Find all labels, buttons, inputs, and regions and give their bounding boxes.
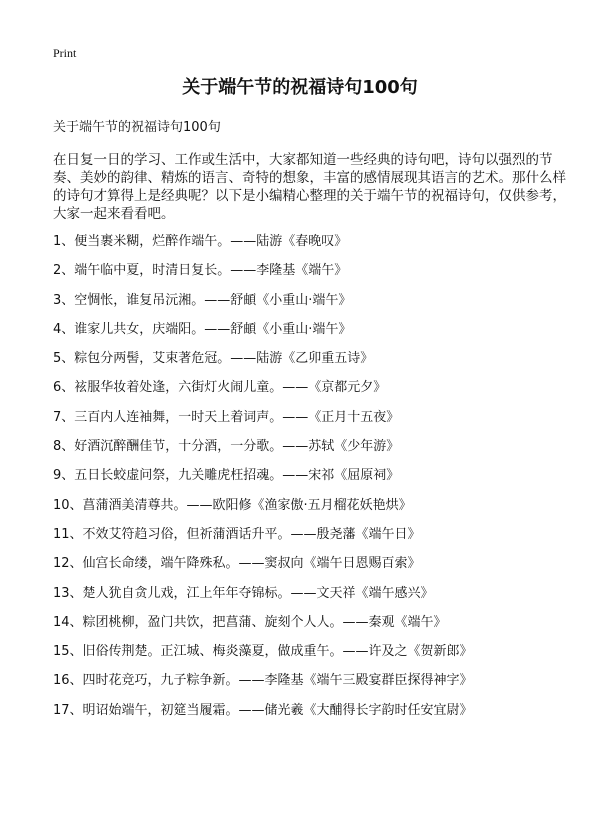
- poem-line: 2、端午临中夏，时清日复长。——李隆基《端午》: [53, 263, 348, 279]
- poem-line: 3、空惆怅，谁复吊沅湘。——舒頔《小重山·端午》: [53, 292, 352, 308]
- poem-line: 12、仙宫长命缕，端午降殊私。——窦叔向《端午日恩赐百索》: [53, 556, 421, 572]
- poem-line: 14、粽团桃柳，盈门共饮，把菖蒲、旋刻个人人。——秦观《端午》: [53, 614, 447, 630]
- article-subtitle: 关于端午节的祝福诗句100句: [53, 120, 221, 135]
- poem-list: [53, 232, 583, 730]
- poem-line: 8、好酒沉醉酬佳节，十分酒，一分歌。——苏轼《少年游》: [53, 439, 400, 455]
- page-title: 关于端午节的祝福诗句100句: [182, 77, 418, 98]
- poem-line: 1、便当裹米糊，烂醉作端午。——陆游《春晚叹》: [53, 234, 348, 249]
- print-link[interactable]: Print: [53, 46, 77, 60]
- poem-line: 6、袨服华妆着处逢，六街灯火闹儿童。——《京都元夕》: [53, 380, 387, 396]
- poem-line: 10、菖蒲酒美清尊共。——欧阳修《渔家傲·五月榴花妖艳烘》: [53, 497, 412, 513]
- poem-line: 13、楚人犹自贪儿戏，江上年年夺锦标。——文天祥《端午感兴》: [53, 585, 434, 601]
- poem-line: 7、三百内人连袖舞，一时天上着词声。——《正月十五夜》: [53, 409, 400, 425]
- poem-line: 9、五日长蛟虚问祭，九关雕虎枉招魂。——宋祁《屈原祠》: [53, 468, 400, 484]
- poem-line: 11、不效艾符趋习俗，但祈蒲酒话升平。——殷尧藩《端午日》: [53, 526, 421, 542]
- poem-line: 4、谁家儿共女，庆端阳。——舒頔《小重山·端午》: [53, 321, 352, 337]
- poem-line: 17、明诏始端午，初筵当履霜。——储光羲《大酺得长字韵时任安宜尉》: [53, 702, 473, 718]
- poem-line: 16、四时花竞巧，九子粽争新。——李隆基《端午三殿宴群臣探得神字》: [53, 673, 473, 689]
- intro-paragraph: 在日复一日的学习、工作或生活中，大家都知道一些经典的诗句吧，诗句以强烈的节奏、美妙的韵律、精炼的语言、奇特的想象，丰富的感情展现其语言的艺术。那什么样的诗句才算得上是经典呢？以下是小编精心整理的关于端午节的祝福诗句，仅供参考，大家一起来看看吧。: [53, 152, 566, 222]
- poem-line: 15、旧俗传荆楚。正江城、梅炎藻夏，做成重午。——许及之《贺新郎》: [53, 644, 473, 660]
- poem-line: 5、粽包分两髻，艾束著危冠。——陆游《乙卯重五诗》: [53, 351, 374, 367]
